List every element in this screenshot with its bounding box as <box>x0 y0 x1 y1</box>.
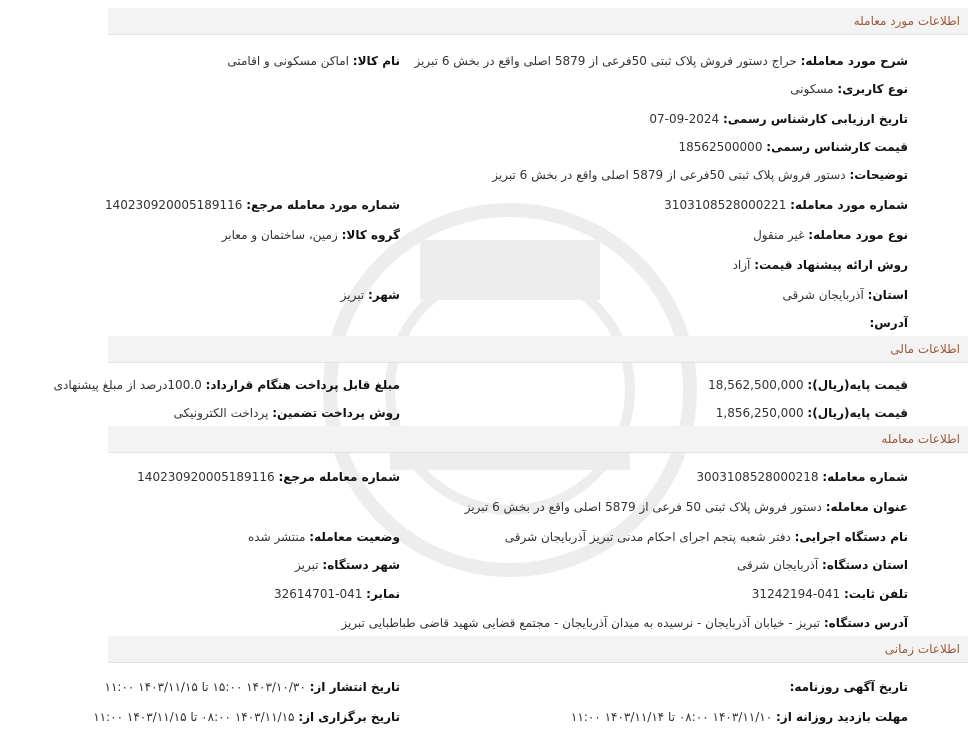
deal-ref-number: شماره مورد معامله مرجع: 140230920005189116 <box>104 198 400 212</box>
transaction-number: شماره معامله: 3003108528000218 <box>696 470 908 484</box>
contract-payment: مبلغ قابل پرداخت هنگام قرارداد: 100.0درصد از مبلغ پیشنهادی <box>53 378 400 392</box>
deal-type: نوع مورد معامله: غیر منقول <box>753 228 908 242</box>
transaction-ref-number: شماره معامله مرجع: 140230920005189116 <box>137 470 400 484</box>
base-price-2: قیمت پایه(ریال): 1,856,250,000 <box>715 406 908 420</box>
notes: توضیحات: دستور فروش پلاک ثبتی 50فرعی از 5879 اصلی واقع در بخش 6 تبریز <box>492 168 908 182</box>
deal-number: شماره مورد معامله: 3103108528000221 <box>664 198 908 212</box>
evaluation-date: تاریخ ارزیابی کارشناس رسمی: 2024-09-07 <box>649 112 908 126</box>
usage-type: نوع کاربری: مسکونی <box>790 82 908 96</box>
address: آدرس: <box>869 316 908 330</box>
deal-description: شرح مورد معامله: حراج دستور فروش پلاک ثبتی 50فرعی از 5879 اصلی واقع در بخش 6 تبریز <box>414 54 908 68</box>
guarantee-method: روش پرداخت تضمین: پرداخت الکترونیکی <box>173 406 400 420</box>
section-transaction <box>108 426 968 453</box>
section-deal-info <box>108 8 968 35</box>
city: شهر: تبریز <box>340 288 400 302</box>
section-timing <box>108 636 968 663</box>
section-title: اطلاعات معامله <box>881 432 960 446</box>
section-title: اطلاعات مورد معامله <box>853 14 960 28</box>
holding-date: تاریخ برگزاری از: ۱۴۰۳/۱۱/۱۵ ۰۸:۰۰ تا ۱۴۰۳/۱۱/۱۵ ۱۱:۰۰ <box>93 710 400 724</box>
newspaper-date: تاریخ آگهی روزنامه: <box>789 680 908 694</box>
section-title: اطلاعات مالی <box>890 342 960 356</box>
goods-group: گروه کالا: زمین، ساختمان و معابر <box>221 228 400 242</box>
base-price-1: قیمت پایه(ریال): 18,562,500,000 <box>708 378 908 392</box>
section-title: اطلاعات زمانی <box>884 642 960 656</box>
section-financial <box>108 336 968 363</box>
phone: تلفن ثابت: 041-31242194 <box>751 587 908 601</box>
publish-date: تاریخ انتشار از: ۱۴۰۳/۱۰/۳۰ ۱۵:۰۰ تا ۱۴۰۳/۱۱/۱۵ ۱۱:۰۰ <box>104 680 400 694</box>
transaction-title: عنوان معامله: دستور فروش پلاک ثبتی 50 فرعی از 5879 اصلی واقع در بخش 6 تبریز <box>464 500 908 514</box>
org-city: شهر دستگاه: تبریز <box>295 558 400 572</box>
org-address: آدرس دستگاه: تبریز - خیابان آذربایجان - نرسیده به میدان آذربایجان - مجتمع قضایی شهید قاضی طباطبایی تبریز <box>341 616 908 630</box>
offer-method: روش ارائه پیشنهاد قیمت: آزاد <box>732 258 908 272</box>
expert-price: قیمت کارشناس رسمی: 18562500000 <box>678 140 908 154</box>
province: استان: آذربایجان شرقی <box>782 288 908 302</box>
goods-name: نام کالا: اماکن مسکونی و اقامتی <box>227 54 400 68</box>
fax: نمابر: 041-32614701 <box>274 587 400 601</box>
executive-org: نام دستگاه اجرایی: دفتر شعبه پنجم اجرای احکام مدنی تبریز آذربایجان شرقی <box>504 530 908 544</box>
transaction-status: وضعیت معامله: منتشر شده <box>247 530 400 544</box>
org-province: استان دستگاه: آذربایجان شرقی <box>736 558 908 572</box>
visit-deadline: مهلت بازدید روزانه از: ۱۴۰۳/۱۱/۱۰ ۰۸:۰۰ تا ۱۴۰۳/۱۱/۱۴ ۱۱:۰۰ <box>570 710 908 724</box>
